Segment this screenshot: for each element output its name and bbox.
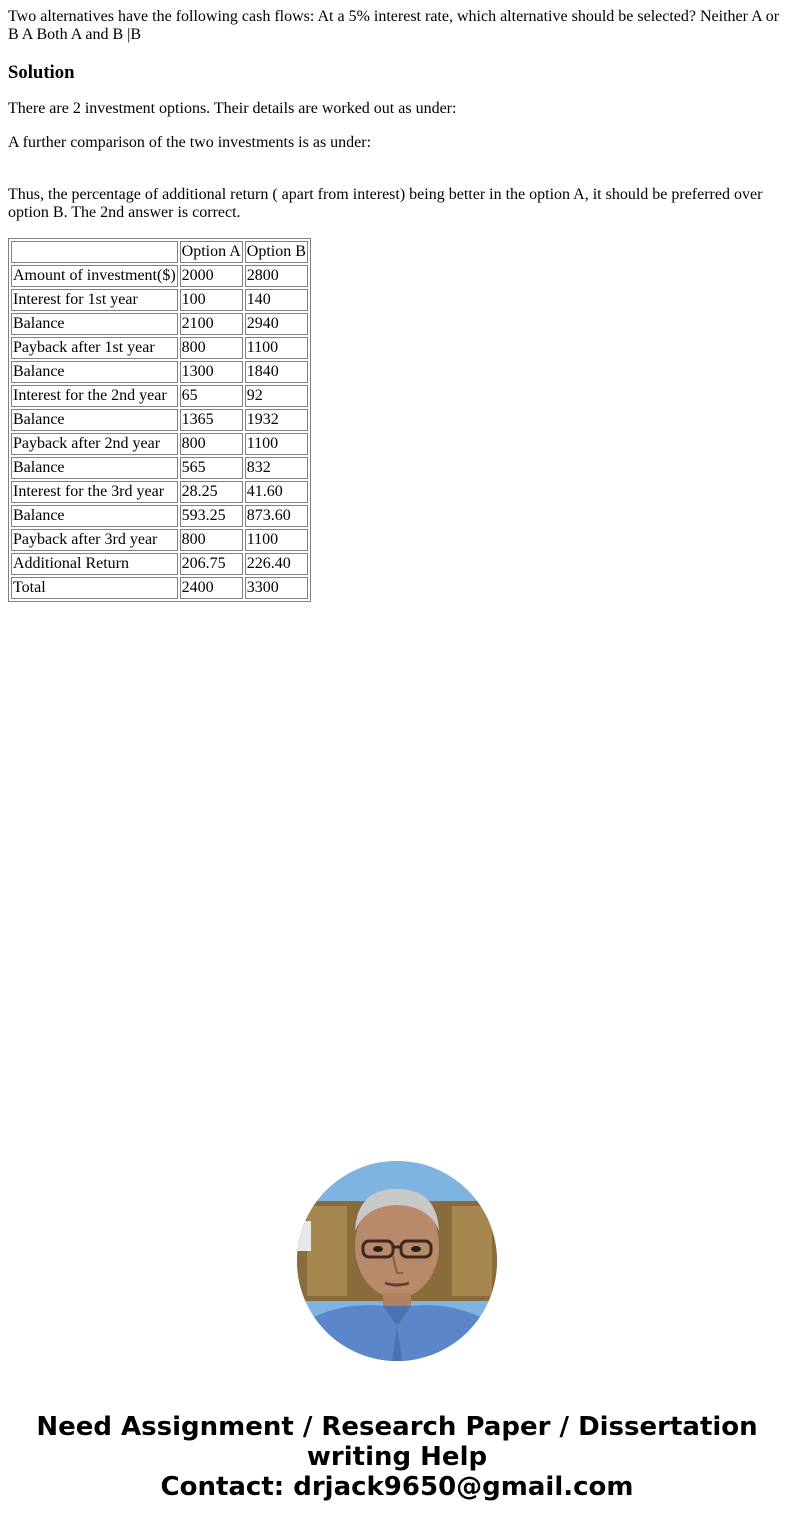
option-a-cell: 800 <box>180 337 243 359</box>
option-b-cell: 2800 <box>245 265 308 287</box>
option-b-cell: 832 <box>245 457 308 479</box>
option-b-cell: 1100 <box>245 337 308 359</box>
option-b-cell: 1840 <box>245 361 308 383</box>
table-row <box>11 361 308 383</box>
option-a-cell: 28.25 <box>180 481 243 503</box>
option-a-cell: 1300 <box>180 361 243 383</box>
intro-paragraph: There are 2 investment options. Their details are worked out as under: <box>8 100 457 117</box>
portrait-image <box>297 1161 497 1361</box>
option-a-cell: 593.25 <box>180 505 243 527</box>
comparison-paragraph: A further comparison of the two investments is as under: <box>8 134 372 151</box>
promo-line-2: writing Help <box>306 1442 488 1472</box>
contact-email: Contact: drjack9650@gmail.com <box>160 1472 634 1502</box>
row-label-cell: Amount of investment($) <box>11 265 178 287</box>
row-label-cell: Total <box>11 577 178 599</box>
option-a-cell: Option A <box>180 241 243 263</box>
option-b-cell: 1100 <box>245 529 308 551</box>
option-a-cell: 2000 <box>180 265 243 287</box>
option-b-cell: 1100 <box>245 433 308 455</box>
option-a-cell: 65 <box>180 385 243 407</box>
row-label-cell: Payback after 1st year <box>11 337 178 359</box>
option-b-cell: 2940 <box>245 313 308 335</box>
document-body <box>0 8 794 602</box>
solution-heading: Solution <box>8 62 75 83</box>
row-label-cell: Balance <box>11 505 178 527</box>
table-row <box>11 553 308 575</box>
option-a-cell: 2100 <box>180 313 243 335</box>
option-b-cell: 41.60 <box>245 481 308 503</box>
option-a-cell: 2400 <box>180 577 243 599</box>
table-row <box>11 529 308 551</box>
option-a-cell: 100 <box>180 289 243 311</box>
row-label-cell: Balance <box>11 409 178 431</box>
author-avatar <box>297 1161 497 1361</box>
table-row <box>11 385 308 407</box>
table-row <box>11 577 308 599</box>
blank-line <box>8 152 786 170</box>
promo-footer <box>0 1412 794 1502</box>
option-b-cell: 3300 <box>245 577 308 599</box>
row-label-cell: Interest for the 3rd year <box>11 481 178 503</box>
option-b-cell: 140 <box>245 289 308 311</box>
row-label-cell: Additional Return <box>11 553 178 575</box>
option-b-cell: 226.40 <box>245 553 308 575</box>
option-a-cell: 800 <box>180 529 243 551</box>
row-label-cell: Balance <box>11 457 178 479</box>
row-label-cell: Payback after 3rd year <box>11 529 178 551</box>
conclusion-paragraph: Thus, the percentage of additional return ( apart from interest) being better in the option A, it should be preferred over option B. The 2nd answer is correct. <box>8 186 763 221</box>
row-label-cell: Balance <box>11 313 178 335</box>
option-b-cell: Option B <box>245 241 308 263</box>
table-row <box>11 409 308 431</box>
option-a-cell: 206.75 <box>180 553 243 575</box>
table-row <box>11 289 308 311</box>
option-b-cell: 873.60 <box>245 505 308 527</box>
table-row <box>11 505 308 527</box>
row-label-cell: Interest for the 2nd year <box>11 385 178 407</box>
row-label-cell <box>11 241 178 263</box>
table-row <box>11 481 308 503</box>
question-text: Two alternatives have the following cash flows: At a 5% interest rate, which alternative should be selected? Neither A or B A Both A and B |B <box>8 8 780 43</box>
investment-table <box>8 238 311 602</box>
table-row <box>11 337 308 359</box>
table-header-row <box>11 241 308 263</box>
table-row <box>11 433 308 455</box>
promo-line-1: Need Assignment / Research Paper / Dissertation <box>36 1412 758 1442</box>
option-a-cell: 800 <box>180 433 243 455</box>
row-label-cell: Payback after 2nd year <box>11 433 178 455</box>
option-b-cell: 1932 <box>245 409 308 431</box>
option-a-cell: 1365 <box>180 409 243 431</box>
row-label-cell: Interest for 1st year <box>11 289 178 311</box>
option-a-cell: 565 <box>180 457 243 479</box>
option-b-cell: 92 <box>245 385 308 407</box>
table-row <box>11 457 308 479</box>
row-label-cell: Balance <box>11 361 178 383</box>
table-row <box>11 265 308 287</box>
table-row <box>11 313 308 335</box>
